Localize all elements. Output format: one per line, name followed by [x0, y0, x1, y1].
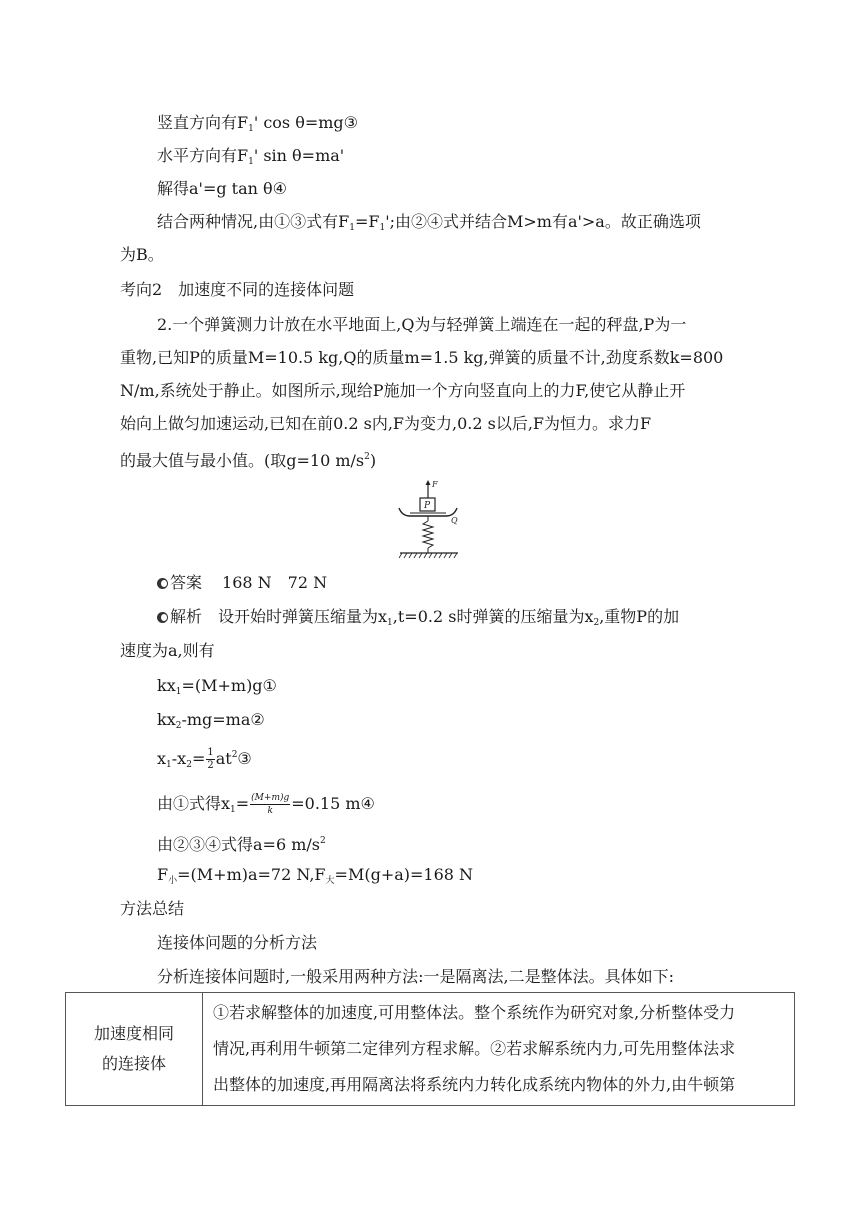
pan-label-Q: Q — [451, 516, 458, 525]
force-label-F: F — [432, 480, 438, 489]
method-table — [65, 992, 795, 1106]
spring — [423, 521, 433, 548]
analysis-line: 速度为a,则有 — [120, 641, 215, 660]
analysis-line: 解析 设开始时弹簧压缩量为$x_1,t=0.2$ s时弹簧的压缩量为$x_2$,重物P的加 — [157, 606, 679, 634]
problem-line: 2.一个弹簧测力计放在水平地面上,Q为与轻弹簧上端连在一起的秤盘,P为一 — [157, 315, 687, 334]
problem-line: 重物,已知P的质量M=10.5 kg,Q的质量m=1.5 kg,弹簧的质量不计,劲度系数k=800 — [120, 348, 724, 367]
method-subheading: 连接体问题的分析方法 — [157, 933, 318, 952]
answer-line — [157, 572, 327, 594]
equation-3: $x_1-x_2=$ $\frac{1}{2}$ $at^2③$ — [157, 747, 252, 771]
equation-6: $F_小=(M+m)a=72$ $N,F_大=M(g+a)=168$ N — [157, 865, 474, 886]
method-heading: 方法总结 — [120, 899, 185, 918]
section-heading: 考向2 加速度不同的连接体问题 — [120, 280, 355, 299]
problem-line: 始向上做匀加速运动,已知在前0.2 s内,F为变力,0.2 s以后,F为恒力。求力F — [120, 414, 652, 433]
table-row-label: 加速度相同 的连接体 — [66, 993, 203, 1106]
method-intro: 分析连接体问题时,一般采用两种方法:一是隔离法,二是整体法。具体如下: — [157, 967, 674, 986]
spring-scale-figure — [394, 480, 466, 562]
equation-4: 由①式得$x_1=$ $\frac{(M+m)g}{k}$ =0.15 m④ — [157, 793, 375, 816]
problem-line: N/m,系统处于静止。如图所示,现给P施加一个方向竖直向上的力F,使它从静止开 — [120, 381, 686, 400]
equation-1: $kx_1=(M+m)g①$ — [157, 676, 277, 697]
horizontal-equation: 水平方向有$F_1'$ sin θ=ma' — [157, 146, 345, 167]
combine-line: 结合两种情况,由①③式有$F_1=F_1'$;由②④式并结合M>m有a'>a。故正确选项 — [157, 212, 701, 233]
equation-5: 由②③④式得a=6 $m/s^2$ — [157, 835, 326, 854]
equation-2: $kx_2-mg=ma②$ — [157, 710, 265, 731]
bullet-icon — [157, 578, 168, 589]
combine-line-2: 为B。 — [120, 245, 164, 264]
answer-label: 答案 — [170, 573, 203, 592]
solve-line: 解得a'=g tan θ④ — [157, 179, 288, 198]
table-row-content: ①若求解整体的加速度,可用整体法。整个系统作为研究对象,分析整体受力 情况,再利用牛顿第二定律列方程求解。②若求解系统内力,可先用整体法求 出整体的加速度,再用隔离法将系统内力转化成系统内物体的外力,由牛顿第 — [203, 993, 795, 1106]
problem-line: 的最大值与最小值。(取g=10 $m/s^2$) — [120, 451, 377, 470]
block-label-P: P — [424, 501, 431, 511]
answer-value: 168 N 72 N — [222, 573, 328, 592]
vertical-equation: 竖直方向有$F_1'$ cos θ=mg③ — [157, 113, 359, 134]
analysis-label: 解析 — [170, 607, 203, 626]
table-row — [66, 993, 795, 1106]
bullet-icon — [157, 612, 168, 623]
